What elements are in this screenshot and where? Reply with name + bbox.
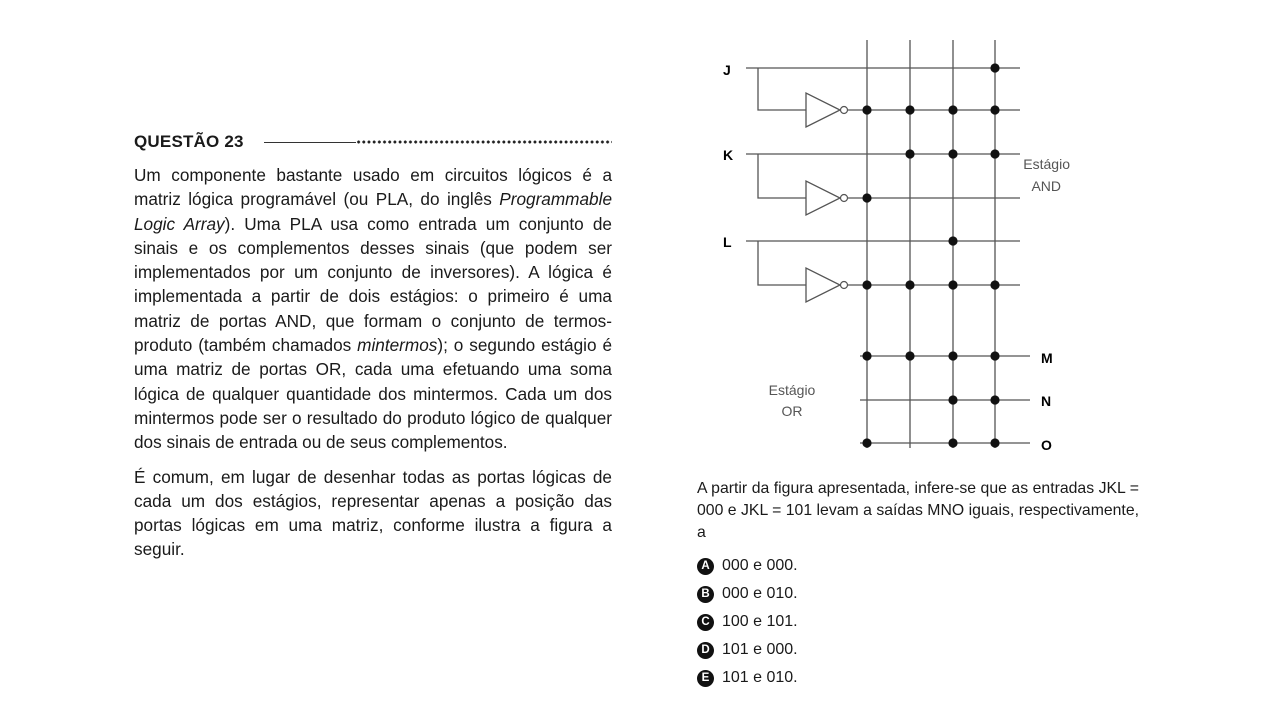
pla-circuit-diagram	[690, 36, 1080, 456]
junction-dot	[990, 351, 999, 360]
junction-dot	[948, 236, 957, 245]
paragraph-1-italic-mintermos: mintermos	[357, 335, 438, 356]
junction-dot	[862, 351, 871, 360]
circuit-junction-dots	[862, 63, 999, 447]
option-e[interactable]	[697, 664, 1139, 692]
paragraph-1-italic-pla: Programmable Logic Array	[134, 189, 612, 234]
junction-dot	[862, 280, 871, 289]
option-d-text: 101 e 000.	[722, 641, 798, 658]
junction-dot	[990, 438, 999, 447]
input-label-k: K	[723, 147, 734, 163]
or-stage-label-line2: OR	[781, 403, 803, 419]
junction-dot	[948, 280, 957, 289]
output-label-o: O	[1041, 437, 1052, 453]
junction-dot	[990, 105, 999, 114]
option-a[interactable]	[697, 552, 1139, 580]
option-c-text: 100 e 101.	[722, 613, 798, 630]
junction-dot	[862, 438, 871, 447]
junction-dot	[990, 395, 999, 404]
and-stage-label-line1: Estágio	[1023, 156, 1070, 172]
question-header	[134, 127, 612, 157]
header-dotted-rule	[264, 139, 612, 145]
input-label-l: L	[723, 234, 732, 250]
option-b[interactable]	[697, 580, 1139, 608]
junction-dot	[905, 280, 914, 289]
paragraph-1-part-a: Um componente bastante usado em circuitos lógicos é a matriz lógica programável (ou PLA, do inglês	[134, 165, 612, 210]
input-label-j: J	[723, 62, 731, 78]
input-branch-j	[758, 68, 806, 110]
inverter-gate-j	[806, 93, 840, 127]
input-branch-k	[758, 154, 806, 198]
paragraph-2: É comum, em lugar de desenhar todas as portas lógicas de cada um dos estágios, representar apenas a posição das portas lógicas em uma matriz, conforme ilustra a figura a seguir.	[134, 466, 612, 560]
paragraph-1-part-b: ). Uma PLA usa como entrada um conjunto de sinais e os complementos desses sinais (que podem ser implementados por um conjunto de inversores). A lógica é implementada a partir de dois estágios: o primeiro é uma matriz de portas AND, que formam o conjunto de termos-produto (também chamados	[134, 213, 612, 356]
junction-dot	[990, 280, 999, 289]
junction-dot	[948, 105, 957, 114]
junction-dot	[948, 149, 957, 158]
junction-dot	[905, 105, 914, 114]
junction-dot	[905, 351, 914, 360]
option-c-badge: C	[697, 614, 714, 631]
input-branch-l	[758, 241, 806, 285]
inverter-bubble-k	[841, 195, 848, 202]
answer-options	[697, 552, 1139, 692]
inverter-bubble-j	[841, 107, 848, 114]
option-e-badge: E	[697, 670, 714, 687]
junction-dot	[990, 63, 999, 72]
question-prompt: A partir da figura apresentada, infere-se que as entradas JKL = 000 e JKL = 101 levam a saídas MNO iguais, respectivamente, a	[697, 480, 1139, 541]
junction-dot	[948, 395, 957, 404]
question-text-column	[134, 127, 612, 562]
option-b-badge: B	[697, 586, 714, 603]
option-e-text: 101 e 010.	[722, 669, 798, 686]
question-title: QUESTÃO 23	[134, 132, 244, 151]
answer-column	[697, 478, 1139, 692]
paragraph-1	[134, 163, 612, 455]
option-d-badge: D	[697, 642, 714, 659]
paragraph-1-part-c: ); o segundo estágio é uma matriz de portas OR, cada uma efetuando uma soma lógica de qualquer quantidade dos mintermos. Cada um dos mintermos pode ser o resultado do produto lógico de qualquer dos sinais de entrada ou de seus complementos.	[134, 335, 612, 453]
inverter-bubble-l	[841, 282, 848, 289]
or-stage-label-line1: Estágio	[768, 382, 816, 398]
option-d[interactable]	[697, 636, 1139, 664]
output-label-n: N	[1041, 393, 1052, 409]
option-a-text: 000 e 000.	[722, 557, 798, 574]
junction-dot	[905, 149, 914, 158]
junction-dot	[862, 105, 871, 114]
option-b-text: 000 e 010.	[722, 585, 798, 602]
output-label-m: M	[1041, 350, 1053, 366]
junction-dot	[948, 351, 957, 360]
option-a-badge: A	[697, 558, 714, 575]
inverter-gate-l	[806, 268, 840, 302]
and-stage-label-line2: AND	[1031, 178, 1061, 194]
junction-dot	[862, 193, 871, 202]
junction-dot	[948, 438, 957, 447]
junction-dot	[990, 149, 999, 158]
inverter-gate-k	[806, 181, 840, 215]
option-c[interactable]	[697, 608, 1139, 636]
